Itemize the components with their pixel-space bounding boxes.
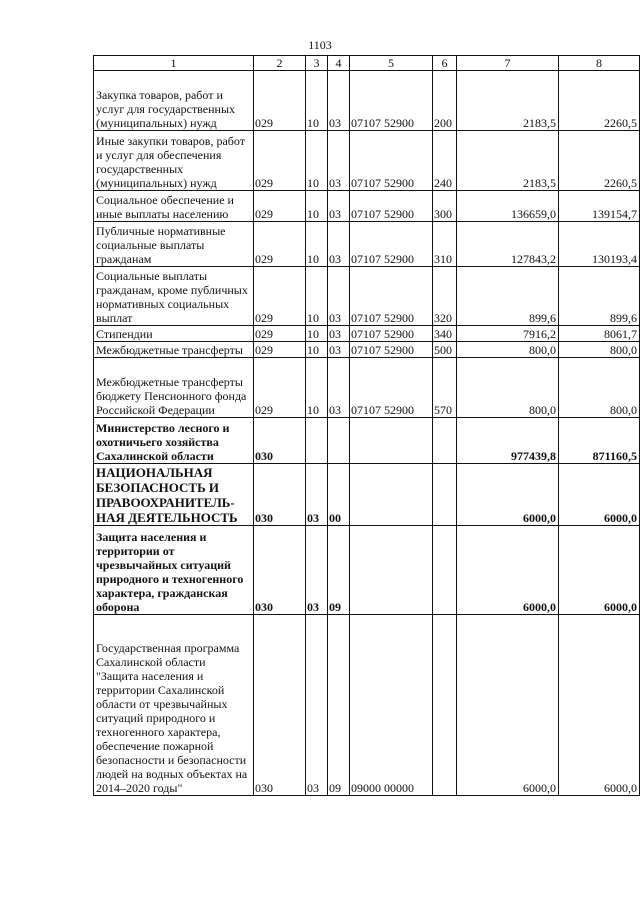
table-row [94,418,640,464]
amount-col7-cell: 800,0 [457,342,559,358]
subsection-code-cell: 09 [328,526,350,615]
target-article-cell [350,464,433,526]
subsection-code-cell: 03 [328,222,350,267]
amount-col8-cell: 2260,5 [559,71,640,131]
subsection-code-cell: 03 [328,191,350,222]
table-row [94,615,640,796]
subsection-code-cell: 03 [328,71,350,131]
row-name-cell: Закупка товаров, работ и услуг для государственных (муниципальных) нужд [94,71,254,131]
row-name-cell: Социальное обеспечение и иные выплаты населению [94,191,254,222]
ministry-code-cell: 030 [254,526,306,615]
table-row [94,131,640,191]
target-article-cell: 07107 52900 [350,191,433,222]
target-article-cell: 07107 52900 [350,222,433,267]
column-header-2: 2 [254,56,306,71]
section-code-cell: 10 [306,191,328,222]
ministry-code-cell: 029 [254,131,306,191]
amount-col8-cell: 139154,7 [559,191,640,222]
amount-col8-cell: 2260,5 [559,131,640,191]
column-header-8: 8 [559,56,640,71]
subsection-code-cell: 03 [328,267,350,326]
expense-type-cell [433,464,457,526]
expense-type-cell: 300 [433,191,457,222]
section-code-cell: 03 [306,464,328,526]
row-name-cell: Публичные нормативные социальные выплаты гражданам [94,222,254,267]
table-row [94,191,640,222]
target-article-cell: 07107 52900 [350,71,433,131]
section-code-cell: 10 [306,326,328,342]
amount-col8-cell: 6000,0 [559,526,640,615]
section-code-cell: 10 [306,131,328,191]
ministry-code-cell: 029 [254,342,306,358]
ministry-code-cell: 029 [254,191,306,222]
section-code-cell: 03 [306,526,328,615]
expense-type-cell [433,526,457,615]
row-name-cell: Межбюджетные трансферты [94,342,254,358]
column-header-7: 7 [457,56,559,71]
target-article-cell: 07107 52900 [350,326,433,342]
table-row [94,342,640,358]
table-header-row [94,56,640,71]
section-code-cell: 10 [306,342,328,358]
amount-col8-cell: 130193,4 [559,222,640,267]
table-row [94,526,640,615]
ministry-code-cell: 029 [254,71,306,131]
ministry-code-cell: 030 [254,464,306,526]
column-header-5: 5 [350,56,433,71]
amount-col7-cell: 6000,0 [457,526,559,615]
ministry-code-cell: 029 [254,358,306,418]
table-row [94,222,640,267]
subsection-code-cell [328,418,350,464]
amount-col7-cell: 6000,0 [457,464,559,526]
amount-col7-cell: 127843,2 [457,222,559,267]
expense-type-cell: 320 [433,267,457,326]
table-row [94,358,640,418]
expense-type-cell [433,418,457,464]
column-header-3: 3 [306,56,328,71]
expense-type-cell: 340 [433,326,457,342]
ministry-code-cell: 030 [254,418,306,464]
column-header-1: 1 [94,56,254,71]
subsection-code-cell: 03 [328,342,350,358]
row-name-cell: Стипендии [94,326,254,342]
amount-col8-cell: 800,0 [559,342,640,358]
expense-type-cell: 570 [433,358,457,418]
row-name-cell: Иные закупки товаров, работ и услуг для обеспечения государственных (муниципальных) нужд [94,131,254,191]
ministry-code-cell: 029 [254,267,306,326]
ministry-code-cell: 029 [254,326,306,342]
amount-col7-cell: 136659,0 [457,191,559,222]
subsection-code-cell: 00 [328,464,350,526]
target-article-cell: 07107 52900 [350,267,433,326]
row-name-cell: Государственная программа Сахалинской области "Защита населения и территории Сахалинской области от чрезвычайных ситуаций природного и техногенного характера, обеспечение пожарной безопасности и безопасности людей на водных объектах на 2014–2020 годы" [94,615,254,796]
target-article-cell: 07107 52900 [350,358,433,418]
expense-type-cell [433,615,457,796]
amount-col7-cell: 2183,5 [457,131,559,191]
row-name-cell: Защита населения и территории от чрезвычайных ситуаций природного и техногенного характера, гражданская оборона [94,526,254,615]
expense-type-cell: 200 [433,71,457,131]
target-article-cell: 07107 52900 [350,342,433,358]
amount-col8-cell: 6000,0 [559,464,640,526]
amount-col8-cell: 8061,7 [559,326,640,342]
amount-col7-cell: 800,0 [457,358,559,418]
table-row [94,326,640,342]
ministry-code-cell: 029 [254,222,306,267]
expense-type-cell: 310 [433,222,457,267]
amount-col8-cell: 899,6 [559,267,640,326]
amount-col8-cell: 871160,5 [559,418,640,464]
amount-col7-cell: 7916,2 [457,326,559,342]
amount-col7-cell: 977439,8 [457,418,559,464]
table-row [94,464,640,526]
row-name-cell: Межбюджетные трансферты бюджету Пенсионного фонда Российской Федерации [94,358,254,418]
target-article-cell [350,418,433,464]
table-row [94,71,640,131]
column-header-4: 4 [328,56,350,71]
row-name-cell: НАЦИОНАЛЬНАЯ БЕЗОПАСНОСТЬ И ПРАВООХРАНИТЕЛЬ-НАЯ ДЕЯТЕЛЬНОСТЬ [94,464,254,526]
ministry-code-cell: 030 [254,615,306,796]
target-article-cell: 09000 00000 [350,615,433,796]
subsection-code-cell: 03 [328,326,350,342]
section-code-cell: 10 [306,267,328,326]
section-code-cell: 10 [306,358,328,418]
amount-col7-cell: 6000,0 [457,615,559,796]
amount-col7-cell: 2183,5 [457,71,559,131]
section-code-cell [306,418,328,464]
column-header-6: 6 [433,56,457,71]
page-number: 1103 [308,38,332,52]
subsection-code-cell: 03 [328,358,350,418]
table-row [94,267,640,326]
subsection-code-cell: 03 [328,131,350,191]
expense-type-cell: 500 [433,342,457,358]
target-article-cell [350,526,433,615]
row-name-cell: Социальные выплаты гражданам, кроме публичных нормативных социальных выплат [94,267,254,326]
subsection-code-cell: 09 [328,615,350,796]
target-article-cell: 07107 52900 [350,131,433,191]
budget-table [93,55,640,796]
amount-col8-cell: 800,0 [559,358,640,418]
amount-col7-cell: 899,6 [457,267,559,326]
amount-col8-cell: 6000,0 [559,615,640,796]
section-code-cell: 10 [306,71,328,131]
section-code-cell: 03 [306,615,328,796]
expense-type-cell: 240 [433,131,457,191]
row-name-cell: Министерство лесного и охотничьего хозяйства Сахалинской области [94,418,254,464]
section-code-cell: 10 [306,222,328,267]
